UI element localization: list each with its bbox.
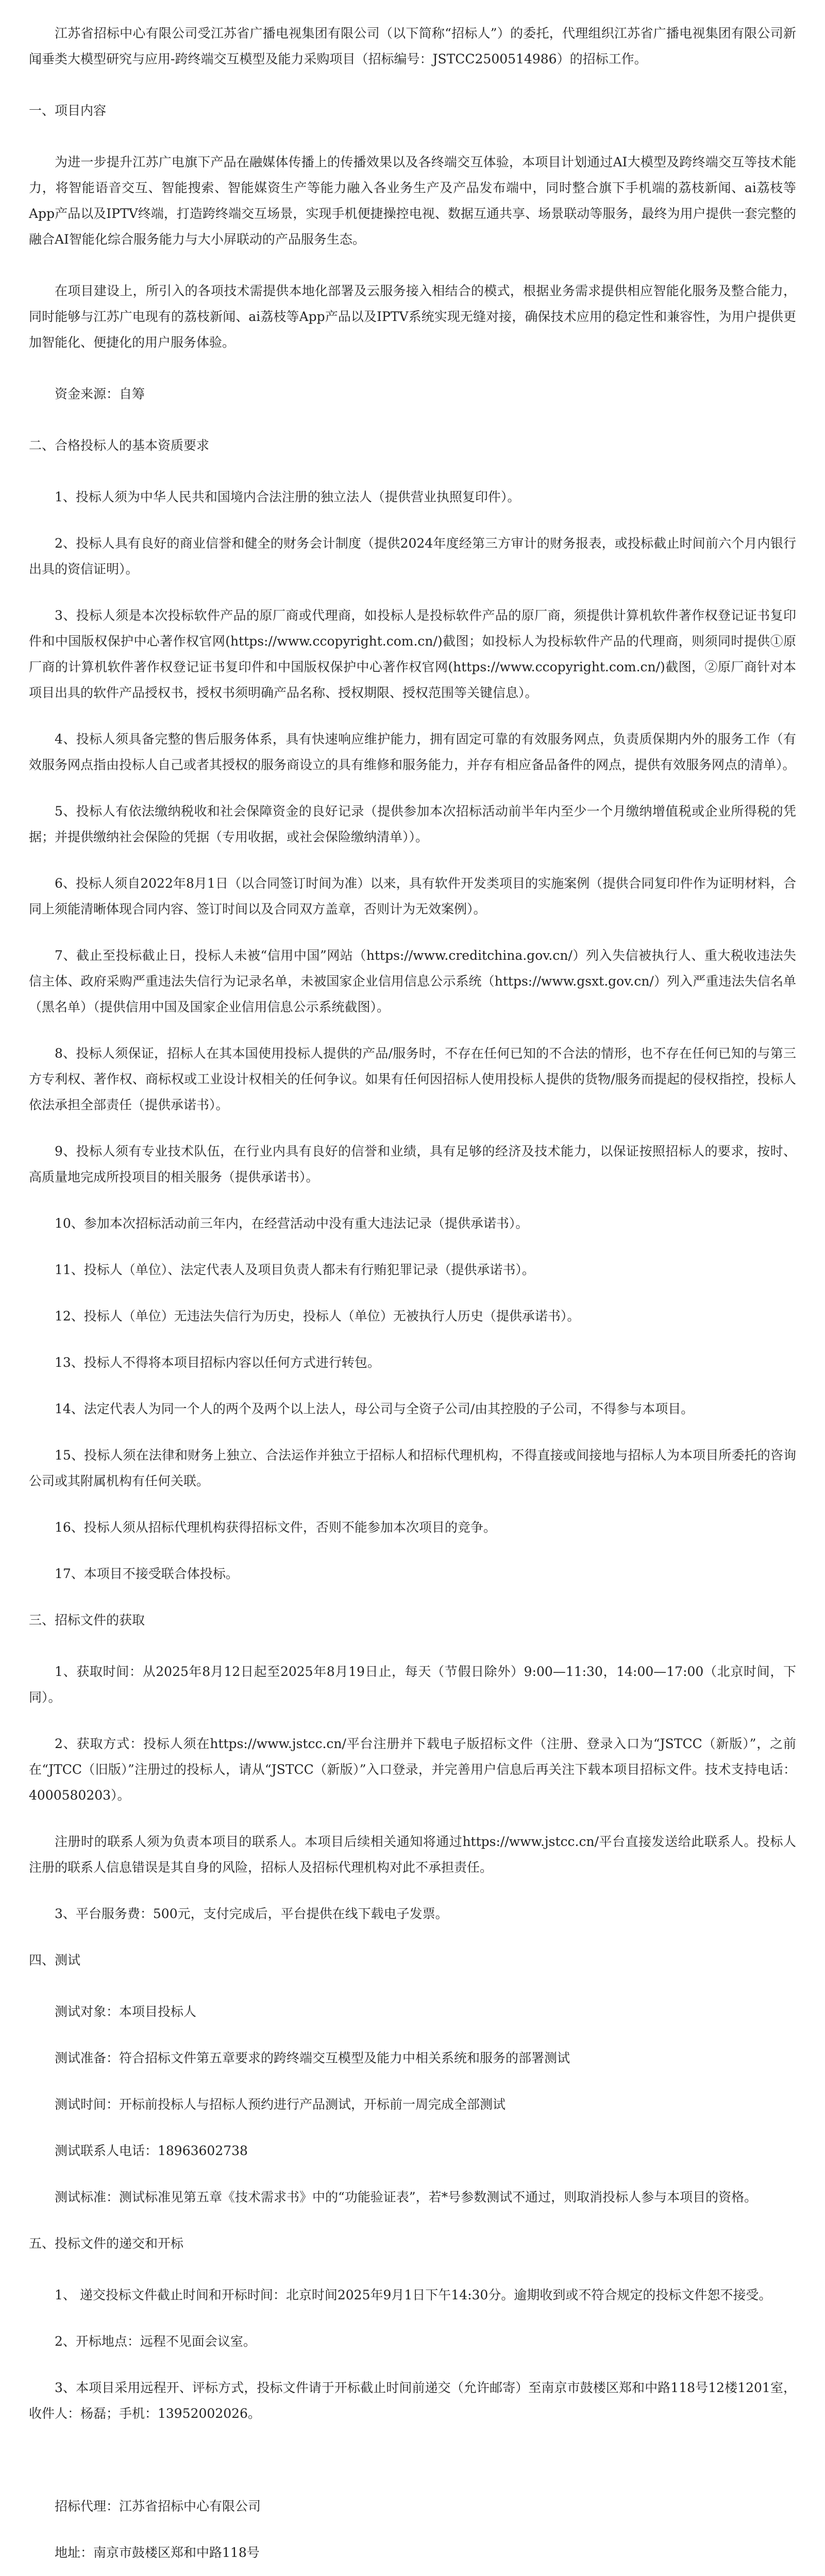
section-heading-documents: 三、招标文件的获取 (29, 1613, 145, 1628)
testing-item: 测试时间：开标前投标人与招标人预约进行产品测试，开标前一周完成全部测试 (55, 2097, 506, 2112)
funding-source: 资金来源：自筹 (55, 386, 145, 401)
contact-address: 地址：南京市鼓楼区郑和中路118号 (55, 2545, 260, 2560)
intro-paragraph: 江苏省招标中心有限公司受江苏省广播电视集团有限公司（以下简称“招标人”）的委托，代理组织江苏省广播电视集团有限公司新闻垂类大模型研究与应用-跨终端交互模型及能力采购项目（招标编号：JSTCC2500514986）的招标工作。 (29, 26, 796, 66)
testing-item: 测试联系人电话：18963602738 (55, 2143, 248, 2158)
qualification-item: 9、投标人须有专业技术队伍，在行业内具有良好的信誉和业绩，具有足够的经济及技术能力，以保证按照招标人的要求，按时、高质量地完成所投项目的相关服务（提供承诺书）。 (29, 1144, 796, 1184)
testing-item: 测试对象：本项目投标人 (55, 2004, 197, 2019)
submission-item: 1、 递交投标文件截止时间和开标时间：北京时间2025年9月1日下午14:30分。逾期收到或不符合规定的投标文件恕不接受。 (55, 2287, 772, 2302)
qualification-item: 2、投标人具有良好的商业信誉和健全的财务会计制度（提供2024年度经第三方审计的财务报表，或投标截止时间前六个月内银行出具的资信证明）。 (29, 536, 796, 577)
qualification-item: 14、法定代表人为同一个人的两个及两个以上法人，母公司与全资子公司/由其控股的子公司，不得参与本项目。 (55, 1401, 694, 1416)
qualification-item: 6、投标人须自2022年8月1日（以合同签订时间为准）以来，具有软件开发类项目的实施案例（提供合同复印件作为证明材料，合同上须能清晰体现合同内容、签订时间以及合同双方盖章，否则计为无效案例）。 (29, 876, 796, 917)
section-heading-project: 一、项目内容 (29, 103, 107, 118)
qualification-item: 10、参加本次招标活动前三年内，在经营活动中没有重大违法记录（提供承诺书）。 (55, 1216, 529, 1231)
qualification-item: 11、投标人（单位）、法定代表人及项目负责人都未有行贿犯罪记录（提供承诺书）。 (55, 1262, 535, 1277)
submission-item: 3、本项目采用远程开、评标方式，投标文件请于开标截止时间前递交（允许邮寄）至南京市鼓楼区郑和中路118号12楼1201室，收件人：杨磊；手机：13952002026。 (29, 2380, 796, 2421)
qualification-item: 5、投标人有依法缴纳税收和社会保障资金的良好记录（提供参加本次招标活动前半年内至少一个月缴纳增值税或企业所得税的凭据；并提供缴纳社会保险的凭据（专用收据，或社会保险缴纳清单））。 (29, 804, 796, 844)
section-heading-submission: 五、投标文件的递交和开标 (29, 2236, 184, 2251)
qualification-item: 1、投标人须为中华人民共和国境内合法注册的独立法人（提供营业执照复印件）。 (55, 489, 520, 504)
documents-item: 2、获取方式：投标人须在https://www.jstcc.cn/平台注册并下载电子版招标文件（注册、登录入口为“JSTCC（新版）”，之前在“JTCC（旧版）”注册过的投标人，请从“JSTCC（新版）”入口登录，并完善用户信息后再关注下载本项目招标文件。技术支持电话：4000580203）。 (29, 1736, 796, 1803)
qualification-item: 17、本项目不接受联合体投标。 (55, 1566, 239, 1581)
documents-item: 3、平台服务费：500元，支付完成后，平台提供在线下载电子发票。 (55, 1906, 448, 1921)
spacer (29, 2447, 796, 2494)
testing-item: 测试准备：符合招标文件第五章要求的跨终端交互模型及能力中相关系统和服务的部署测试 (55, 2050, 570, 2065)
submission-item: 2、开标地点：远程不见面会议室。 (55, 2334, 256, 2349)
qualification-item: 4、投标人须具备完整的售后服务体系，具有快速响应维护能力，拥有固定可靠的有效服务网点，负责质保期内外的服务工作（有效服务网点指由投标人自己或者其授权的服务商设立的具有维修和服务能力，并存有相应备品备件的网点，提供有效服务网点的清单）。 (29, 732, 796, 772)
project-paragraph: 在项目建设上，所引入的各项技术需提供本地化部署及云服务接入相结合的模式，根据业务需求提供相应智能化服务及整合能力，同时能够与江苏广电现有的荔枝新闻、ai荔枝等App产品以及IPTV系统实现无缝对接，确保技术应用的稳定性和兼容性，为用户提供更加智能化、便捷化的用户服务体验。 (29, 283, 796, 350)
project-paragraph: 为进一步提升江苏广电旗下产品在融媒体传播上的传播效果以及各终端交互体验，本项目计划通过AI大模型及跨终端交互等技术能力，将智能语音交互、智能搜索、智能媒资生产等能力融入各业务生产及产品发布端中，同时整合旗下手机端的荔枝新闻、ai荔枝等App产品以及IPTV终端，打造跨终端交互场景，实现手机便捷操控电视、数据互通共享、场景联动等服务，最终为用户提供一套完整的融合AI智能化综合服务能力与大小屏联动的产品服务生态。 (29, 155, 796, 247)
qualification-item: 16、投标人须从招标代理机构获得招标文件，否则不能参加本次项目的竞争。 (55, 1520, 496, 1535)
qualification-item: 8、投标人须保证，招标人在其本国使用投标人提供的产品/服务时，不存在任何已知的不合法的情形，也不存在任何已知的与第三方专利权、著作权、商标权或工业设计权相关的任何争议。如果有任何因招标人使用投标人提供的货物/服务而提起的侵权指控，投标人依法承担全部责任（提供承诺书）。 (29, 1046, 796, 1112)
section-heading-testing: 四、测试 (29, 1953, 81, 1968)
qualification-item: 13、投标人不得将本项目招标内容以任何方式进行转包。 (55, 1355, 380, 1370)
documents-item: 1、获取时间：从2025年8月12日起至2025年8月19日止，每天（节假日除外）9:00—11:30，14:00—17:00（北京时间，下同）。 (29, 1664, 796, 1705)
qualification-item: 3、投标人须是本次投标软件产品的原厂商或代理商，如投标人是投标软件产品的原厂商，须提供计算机软件著作权登记证书复印件和中国版权保护中心著作权官网(https://www.ccopyright.com.cn/)截图；如投标人为投标软件产品的代理商，则须同时提供①原厂商的计算机软件著作权登记证书复印件和中国版权保护中心著作权官网(https://www.ccopyright.com.cn/)截图，②原厂商针对本项目出具的软件产品授权书，授权书须明确产品名称、授权期限、授权范围等关键信息）。 (29, 608, 796, 700)
section-heading-qualifications: 二、合格投标人的基本资质要求 (29, 438, 210, 453)
qualification-item: 7、截止至投标截止日，投标人未被“信用中国”网站（https://www.creditchina.gov.cn/）列入失信被执行人、重大税收违法失信主体、政府采购严重违法失信行为记录名单，未被国家企业信用信息公示系统（https://www.gsxt.gov.cn/）列入严重违法失信名单（黑名单）（提供信用中国及国家企业信用信息公示系统截图）。 (29, 948, 796, 1014)
testing-item: 测试标准：测试标准见第五章《技术需求书》中的“功能验证表”，若*号参数测试不通过，则取消投标人参与本项目的资格。 (55, 2190, 757, 2205)
qualification-item: 12、投标人（单位）无违法失信行为历史，投标人（单位）无被执行人历史（提供承诺书）。 (55, 1309, 580, 1324)
contact-agency: 招标代理：江苏省招标中心有限公司 (55, 2499, 261, 2514)
qualification-item: 15、投标人须在法律和财务上独立、合法运作并独立于招标人和招标代理机构，不得直接或间接地与招标人为本项目所委托的咨询公司或其附属机构有任何关联。 (29, 1448, 796, 1488)
documents-item: 注册时的联系人须为负责本项目的联系人。本项目后续相关通知将通过https://www.jstcc.cn/平台直接发送给此联系人。投标人注册的联系人信息错误是其自身的风险，招标人及招标代理机构对此不承担责任。 (29, 1834, 796, 1875)
